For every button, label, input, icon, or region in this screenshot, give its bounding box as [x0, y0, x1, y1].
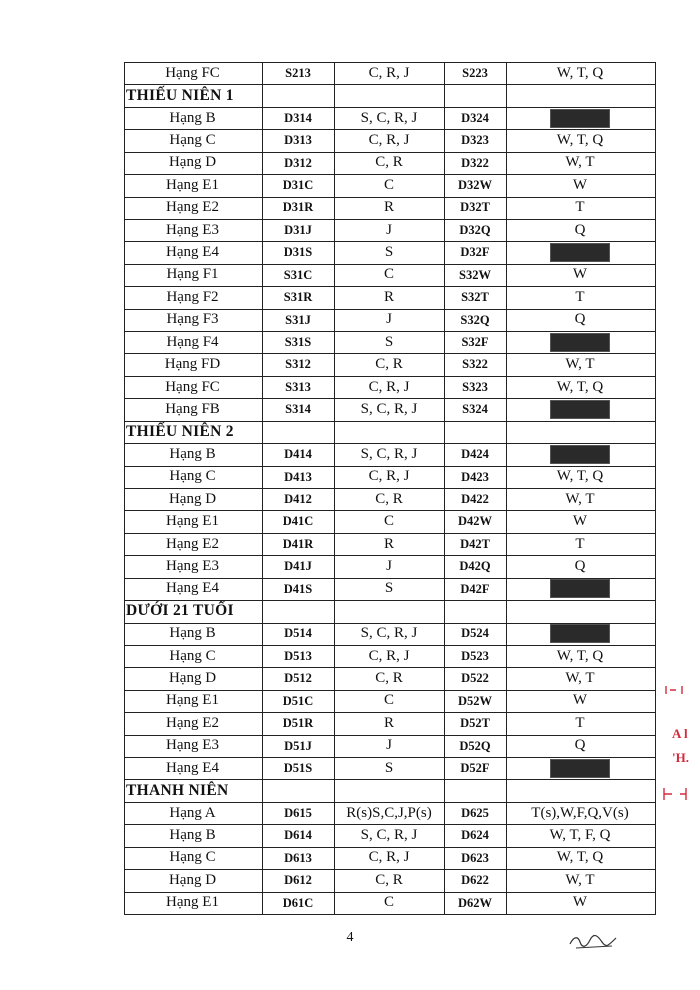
- single-event-code: D314: [284, 110, 312, 125]
- single-event-code: S31C: [283, 267, 313, 282]
- single-event-code: D613: [284, 850, 312, 865]
- table-row: [0, 578, 700, 600]
- table-row: [0, 712, 700, 734]
- category-label: Hạng E1: [166, 176, 219, 193]
- redaction-block: [550, 333, 610, 352]
- pair-event-code: D42W: [457, 514, 493, 529]
- pair-event-list: Q: [574, 737, 586, 754]
- pair-event-list: [506, 578, 654, 600]
- category-label: Hạng E1: [166, 894, 219, 911]
- table-row: [0, 623, 700, 645]
- pair-event-code: D32Q: [459, 222, 491, 237]
- table-row: [0, 824, 700, 846]
- pair-event-code: D62W: [457, 895, 493, 910]
- pair-event-list: W, T, Q: [556, 378, 604, 395]
- row-divider: [124, 421, 655, 422]
- single-event-code: D513: [284, 648, 312, 663]
- row-divider: [124, 645, 655, 646]
- row-divider: [124, 309, 655, 310]
- column-divider: [655, 62, 656, 915]
- single-event-code: D412: [284, 491, 312, 506]
- row-divider: [124, 578, 655, 579]
- single-event-list: R: [383, 714, 394, 731]
- pair-event-list: Q: [574, 221, 586, 238]
- pair-event-list: W, T, Q: [556, 131, 604, 148]
- redaction-block: [550, 445, 610, 464]
- single-event-list: C, R, J: [368, 468, 410, 485]
- pair-event-code: D623: [461, 850, 489, 865]
- column-divider: [262, 62, 263, 915]
- table-row: [0, 241, 700, 263]
- section-title: THANH NIÊN: [126, 781, 229, 799]
- pair-event-code: D42F: [460, 581, 490, 596]
- table-row: [0, 264, 700, 286]
- category-label: Hạng A: [169, 804, 216, 821]
- pair-event-code: D523: [461, 648, 489, 663]
- category-label: Hạng FD: [164, 356, 221, 373]
- pair-event-code: D322: [461, 155, 489, 170]
- pair-event-list: W, T: [565, 871, 595, 888]
- category-label: Hạng C: [169, 849, 216, 866]
- single-event-list: J: [386, 737, 392, 754]
- row-divider: [124, 84, 655, 85]
- section-header-row: [0, 421, 700, 443]
- row-divider: [124, 533, 655, 534]
- table-row: [0, 533, 700, 555]
- row-divider: [124, 869, 655, 870]
- pair-event-list: [506, 623, 654, 645]
- single-event-list: R: [383, 288, 394, 305]
- table-row: [0, 869, 700, 891]
- single-event-code: D51C: [282, 693, 314, 708]
- table-row: [0, 107, 700, 129]
- table-row: [0, 219, 700, 241]
- table-row: [0, 62, 700, 84]
- single-event-code: D614: [284, 828, 312, 843]
- single-event-list: S: [384, 580, 394, 597]
- pair-event-code: D32T: [460, 200, 490, 215]
- category-label: Hạng D: [168, 871, 217, 888]
- pair-event-list: [506, 331, 654, 353]
- pair-event-list: W: [572, 176, 588, 193]
- row-divider: [124, 690, 655, 691]
- row-divider: [124, 107, 655, 108]
- pair-event-code: S324: [462, 402, 488, 417]
- pair-event-list: W: [572, 266, 588, 283]
- table-row: [0, 376, 700, 398]
- table-row: [0, 510, 700, 532]
- single-event-list: C, R, J: [368, 378, 410, 395]
- pair-event-list: W, T: [565, 356, 595, 373]
- category-label: Hạng D: [168, 154, 217, 171]
- pair-event-code: D42T: [460, 536, 490, 551]
- section-title: THIẾU NIÊN 2: [126, 422, 234, 440]
- row-divider: [124, 264, 655, 265]
- pair-event-code: D32F: [460, 245, 490, 260]
- pair-event-code: D522: [461, 671, 489, 686]
- pair-event-code: S32F: [461, 335, 489, 349]
- pair-event-list: T: [575, 288, 585, 305]
- section-header-row: [0, 600, 700, 622]
- single-event-code: D51S: [283, 761, 313, 775]
- pair-event-code: D42Q: [459, 559, 491, 574]
- column-divider: [506, 62, 507, 915]
- category-label: Hạng D: [168, 670, 217, 687]
- single-event-list: C: [383, 894, 394, 911]
- single-event-list: J: [386, 557, 392, 574]
- row-divider: [124, 824, 655, 825]
- single-event-list: C, R, J: [368, 64, 410, 81]
- single-event-list: J: [386, 221, 392, 238]
- category-label: Hạng F2: [166, 288, 219, 305]
- pair-event-code: D52Q: [459, 738, 491, 753]
- column-divider: [124, 62, 125, 915]
- single-event-code: D41J: [284, 559, 312, 574]
- single-event-list: C: [383, 513, 394, 530]
- category-label: Hạng FB: [165, 401, 220, 418]
- row-divider: [124, 174, 655, 175]
- table-row: [0, 466, 700, 488]
- category-label: Hạng F3: [166, 311, 219, 328]
- single-event-code: D514: [284, 626, 312, 641]
- category-label: Hạng E2: [166, 535, 219, 552]
- single-event-code: D41R: [282, 536, 314, 551]
- pair-event-list: W, T, Q: [556, 849, 604, 866]
- single-event-code: D41C: [282, 514, 314, 529]
- redaction-block: [550, 109, 610, 128]
- single-event-list: C, R, J: [368, 849, 410, 866]
- table-row: [0, 555, 700, 577]
- redaction-block: [550, 624, 610, 643]
- row-divider: [124, 555, 655, 556]
- single-event-code: D313: [284, 133, 312, 148]
- single-event-code: D61C: [282, 895, 314, 910]
- section-header-row: [0, 779, 700, 801]
- row-divider: [124, 667, 655, 668]
- table-row: [0, 847, 700, 869]
- row-divider: [124, 398, 655, 399]
- pair-event-code: D32W: [457, 178, 493, 193]
- category-label: Hạng C: [169, 131, 216, 148]
- pair-event-list: [506, 398, 654, 420]
- pair-event-list: W, T: [565, 490, 595, 507]
- table-row: [0, 129, 700, 151]
- pair-event-list: T: [575, 535, 585, 552]
- signature-mark: [568, 930, 618, 952]
- row-divider: [124, 241, 655, 242]
- row-divider: [124, 129, 655, 130]
- table-row: [0, 892, 700, 914]
- pair-event-code: S322: [462, 357, 488, 372]
- pair-event-list: W, T: [565, 670, 595, 687]
- single-event-code: D612: [284, 873, 312, 888]
- table-row: [0, 331, 700, 353]
- single-event-code: S213: [285, 65, 311, 80]
- table-row: [0, 667, 700, 689]
- redaction-block: [550, 579, 610, 598]
- pair-event-list: T: [575, 714, 585, 731]
- single-event-code: S31S: [284, 335, 312, 349]
- page-number: 4: [346, 930, 354, 945]
- table-row: [0, 645, 700, 667]
- row-divider: [124, 623, 655, 624]
- single-event-list: R(s)S,C,J,P(s): [346, 804, 432, 821]
- section-title: DƯỚI 21 TUỔI: [126, 602, 234, 620]
- pair-event-code: D422: [461, 491, 489, 506]
- row-divider: [124, 847, 655, 848]
- single-event-code: D312: [284, 155, 312, 170]
- pair-event-code: S32W: [459, 267, 491, 282]
- pair-event-code: S223: [462, 65, 488, 80]
- pair-event-code: D52T: [460, 716, 490, 731]
- single-event-list: J: [386, 311, 392, 328]
- single-event-list: R: [383, 199, 394, 216]
- single-event-list: C, R: [375, 154, 403, 171]
- pair-event-list: [506, 443, 654, 465]
- single-event-code: S312: [285, 357, 311, 372]
- single-event-list: S: [384, 759, 394, 776]
- row-divider: [124, 802, 655, 803]
- single-event-list: S, C, R, J: [360, 827, 418, 844]
- pair-event-list: W: [572, 513, 588, 530]
- row-divider: [124, 488, 655, 489]
- svg-text:'H.: 'H.: [672, 750, 689, 765]
- category-label: Hạng D: [168, 490, 217, 507]
- category-label: Hạng F1: [166, 266, 219, 283]
- row-divider: [124, 152, 655, 153]
- pair-event-list: Q: [574, 557, 586, 574]
- column-divider: [444, 62, 445, 915]
- row-divider: [124, 914, 655, 915]
- pair-event-list: Q: [574, 311, 586, 328]
- single-event-code: S314: [285, 402, 311, 417]
- pair-event-code: D323: [461, 133, 489, 148]
- category-label: Hạng C: [169, 468, 216, 485]
- row-divider: [124, 286, 655, 287]
- row-divider: [124, 779, 655, 780]
- table-row: [0, 690, 700, 712]
- table-row: [0, 398, 700, 420]
- single-event-list: S, C, R, J: [360, 445, 418, 462]
- single-event-list: C: [383, 692, 394, 709]
- pair-event-code: S32Q: [460, 312, 490, 327]
- category-label: Hạng FC: [165, 378, 220, 395]
- category-label: Hạng E4: [166, 580, 219, 597]
- single-event-code: D615: [284, 805, 312, 820]
- pair-event-list: W: [572, 692, 588, 709]
- single-event-list: C, R: [375, 490, 403, 507]
- single-event-code: D31J: [284, 222, 312, 237]
- table-row: [0, 286, 700, 308]
- single-event-list: S, C, R, J: [360, 109, 418, 126]
- row-divider: [124, 376, 655, 377]
- single-event-code: D51R: [282, 716, 314, 731]
- category-label: Hạng B: [169, 109, 216, 126]
- row-divider: [124, 331, 655, 332]
- table-row: [0, 197, 700, 219]
- pair-event-code: D52W: [457, 693, 493, 708]
- pair-event-code: D524: [461, 626, 489, 641]
- table-row: [0, 735, 700, 757]
- row-divider: [124, 466, 655, 467]
- pair-event-code: D324: [461, 110, 489, 125]
- table-row: [0, 309, 700, 331]
- category-label: Hạng E4: [166, 244, 219, 261]
- pair-event-list: W, T, Q: [556, 64, 604, 81]
- category-label: Hạng E3: [166, 737, 219, 754]
- row-divider: [124, 892, 655, 893]
- single-event-list: C, R: [375, 356, 403, 373]
- pair-event-list: [506, 241, 654, 263]
- category-label: Hạng E3: [166, 221, 219, 238]
- section-header-row: [0, 84, 700, 106]
- pair-event-list: [506, 107, 654, 129]
- row-divider: [124, 712, 655, 713]
- single-event-code: D31C: [282, 178, 314, 193]
- row-divider: [124, 353, 655, 354]
- pair-event-list: T: [575, 199, 585, 216]
- pair-event-code: D625: [461, 805, 489, 820]
- category-label: Hạng E1: [166, 692, 219, 709]
- row-divider: [124, 197, 655, 198]
- pair-event-code: S32T: [461, 290, 489, 305]
- single-event-list: C: [383, 176, 394, 193]
- pair-event-code: S323: [462, 379, 488, 394]
- svg-text:A: A: [672, 726, 682, 741]
- category-label: Hạng B: [169, 827, 216, 844]
- table-row: [0, 353, 700, 375]
- single-event-code: S313: [285, 379, 311, 394]
- row-divider: [124, 219, 655, 220]
- table-row: [0, 757, 700, 779]
- section-title: THIẾU NIÊN 1: [126, 86, 234, 104]
- pair-event-code: D624: [461, 828, 489, 843]
- table-row: [0, 152, 700, 174]
- pair-event-code: D423: [461, 469, 489, 484]
- single-event-list: S, C, R, J: [360, 625, 418, 642]
- single-event-code: D41S: [283, 581, 313, 596]
- single-event-code: D31R: [282, 200, 314, 215]
- single-event-code: S31J: [285, 312, 311, 327]
- table-row: [0, 802, 700, 824]
- category-label: Hạng C: [169, 647, 216, 664]
- single-event-list: S, C, R, J: [360, 401, 418, 418]
- single-event-list: C: [383, 266, 394, 283]
- single-event-list: S: [384, 244, 394, 261]
- category-label: Hạng B: [169, 445, 216, 462]
- row-divider: [124, 600, 655, 601]
- single-event-list: C, R: [375, 871, 403, 888]
- single-event-list: R: [383, 535, 394, 552]
- single-event-code: D31S: [283, 245, 313, 260]
- redaction-block: [550, 400, 610, 419]
- category-label: Hạng B: [169, 625, 216, 642]
- column-divider: [334, 62, 335, 915]
- pair-event-list: W, T: [565, 154, 595, 171]
- redaction-block: [550, 759, 610, 778]
- category-label: Hạng F4: [166, 333, 219, 350]
- table-row: [0, 443, 700, 465]
- category-label: Hạng E2: [166, 199, 219, 216]
- row-divider: [124, 510, 655, 511]
- pair-event-list: W, T, Q: [556, 468, 604, 485]
- pair-event-code: D424: [461, 447, 489, 462]
- table-row: [0, 174, 700, 196]
- row-divider: [124, 443, 655, 444]
- row-divider: [124, 757, 655, 758]
- single-event-list: C, R, J: [368, 647, 410, 664]
- single-event-code: D51J: [284, 738, 312, 753]
- category-label: Hạng FC: [165, 64, 220, 81]
- pair-event-list: W: [572, 894, 588, 911]
- category-label: Hạng E4: [166, 759, 219, 776]
- single-event-list: S: [384, 333, 394, 350]
- pair-event-code: D622: [461, 873, 489, 888]
- pair-event-code: D52F: [460, 761, 490, 775]
- single-event-code: D512: [284, 671, 312, 686]
- redaction-block: [550, 243, 610, 262]
- single-event-list: C, R, J: [368, 131, 410, 148]
- single-event-code: D413: [284, 469, 312, 484]
- row-divider: [124, 62, 655, 63]
- stamp-fragment: [662, 680, 700, 810]
- single-event-code: D414: [284, 447, 312, 462]
- category-label: Hạng E3: [166, 557, 219, 574]
- pair-event-list: T(s),W,F,Q,V(s): [531, 804, 629, 821]
- single-event-code: S31R: [283, 290, 313, 305]
- pair-event-list: W, T, Q: [556, 647, 604, 664]
- single-event-list: C, R: [375, 670, 403, 687]
- pair-event-list: W, T, F, Q: [549, 827, 611, 844]
- table-row: [0, 488, 700, 510]
- pair-event-list: [506, 757, 654, 779]
- svg-text:l: l: [684, 726, 688, 741]
- category-label: Hạng E1: [166, 513, 219, 530]
- category-label: Hạng E2: [166, 714, 219, 731]
- row-divider: [124, 735, 655, 736]
